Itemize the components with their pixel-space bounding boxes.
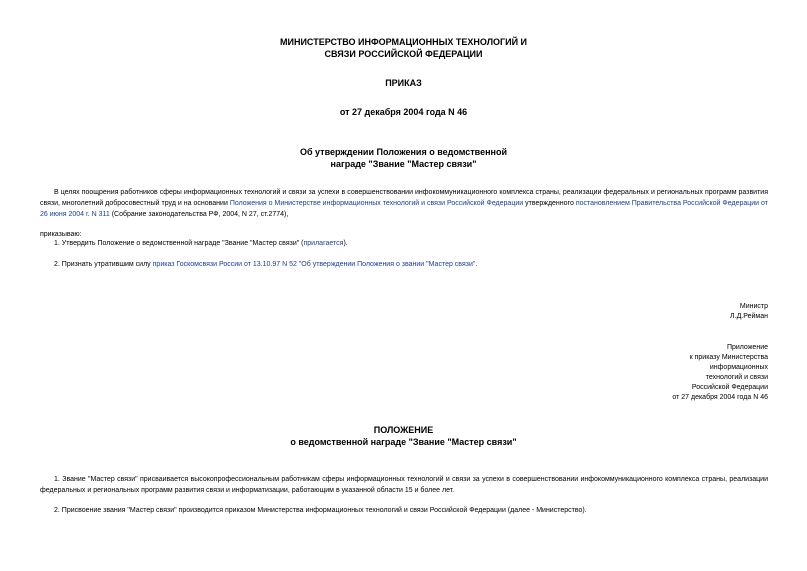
regulation-subtitle: о ведомственной награде "Звание "Мастер связи"	[290, 437, 517, 447]
attached-link[interactable]: прилагается	[303, 240, 344, 247]
government-decree-link[interactable]: постановлением Правительства Российской Федерации от 26 июня 2004 г. N 311	[40, 200, 768, 218]
appendix-line-5: Российской Федерации	[691, 384, 768, 391]
old-order-link[interactable]: приказ Госкомсвязи России от 13.10.97 N 52 "Об утверждении Положения о звании "Мастер связи"	[152, 261, 476, 268]
item-2-text: 2. Признать утратившим силу	[54, 261, 153, 268]
preamble-text-1: В целях поощрения работников сферы информационных технологий и связи за успехи в совершенствовании инфокоммуникационного комплекса страны, реализации федеральных и региональных программ развития связи, многолетний добросовестный труд и на основании	[40, 189, 768, 207]
appendix-line-1: Приложение	[726, 344, 768, 351]
item-1-end: ).	[343, 240, 348, 247]
appendix-block	[568, 343, 768, 403]
doc-date: от 27 декабря 2004 года N 46	[339, 107, 468, 117]
appendix-line-6: от 27 декабря 2004 года N 46	[672, 394, 768, 401]
regulation-title: ПОЛОЖЕНИЕ	[373, 425, 434, 435]
regulation-paragraph-2: 2. Присвоение звания "Мастер связи" производится приказом Министерства информационных технологий и связи Российской Федерации (далее - Министерство).	[54, 507, 587, 514]
ministry-header	[0, 36, 807, 60]
doc-title-line-1: Об утверждении Положения о ведомственной	[300, 147, 507, 157]
item-2-end: .	[475, 261, 478, 268]
item-1-text: 1. Утвердить Положение о ведомственной награде "Звание "Мастер связи" (	[54, 240, 304, 247]
signature-name: Л.Д.Рейман	[730, 313, 768, 320]
appendix-line-4: технологий и связи	[705, 374, 768, 381]
appendix-line-2: к приказу Министерства	[689, 354, 768, 361]
signature-block	[568, 302, 768, 322]
regulation-paragraph-1: 1. Звание "Мастер связи" присваивается высокопрофессиональным работникам сферы информационных технологий и связи за успехи в совершенствовании инфокоммуникационного комплекса страны, реализации федеральных и региональных программ развития связи и информатизации, работающим в указанной области 15 и более лет.	[40, 476, 768, 494]
doc-title	[0, 146, 807, 170]
doc-type: ПРИКАЗ	[385, 78, 422, 88]
signature-position: Министр	[739, 303, 768, 310]
regulation-link[interactable]: Положения о Министерстве информационных технологий и связи Российской Федерации	[229, 200, 524, 207]
item-1	[40, 238, 768, 249]
preamble-text-3: (Собрание законодательства РФ, 2004, N 27, ст.2774),	[109, 211, 289, 218]
preamble-paragraph	[40, 187, 768, 220]
order-word: приказываю:	[40, 231, 82, 238]
ministry-line-2: СВЯЗИ РОССИЙСКОЙ ФЕДЕРАЦИИ	[324, 49, 483, 59]
preamble-text-2: утвержденного	[523, 200, 576, 207]
item-2	[40, 259, 768, 270]
ministry-line-1: МИНИСТЕРСТВО ИНФОРМАЦИОННЫХ ТЕХНОЛОГИЙ И	[279, 37, 528, 47]
doc-title-line-2: награде "Звание "Мастер связи"	[330, 159, 477, 169]
regulation-title-block	[0, 424, 807, 448]
appendix-line-3: информационных	[709, 364, 768, 371]
